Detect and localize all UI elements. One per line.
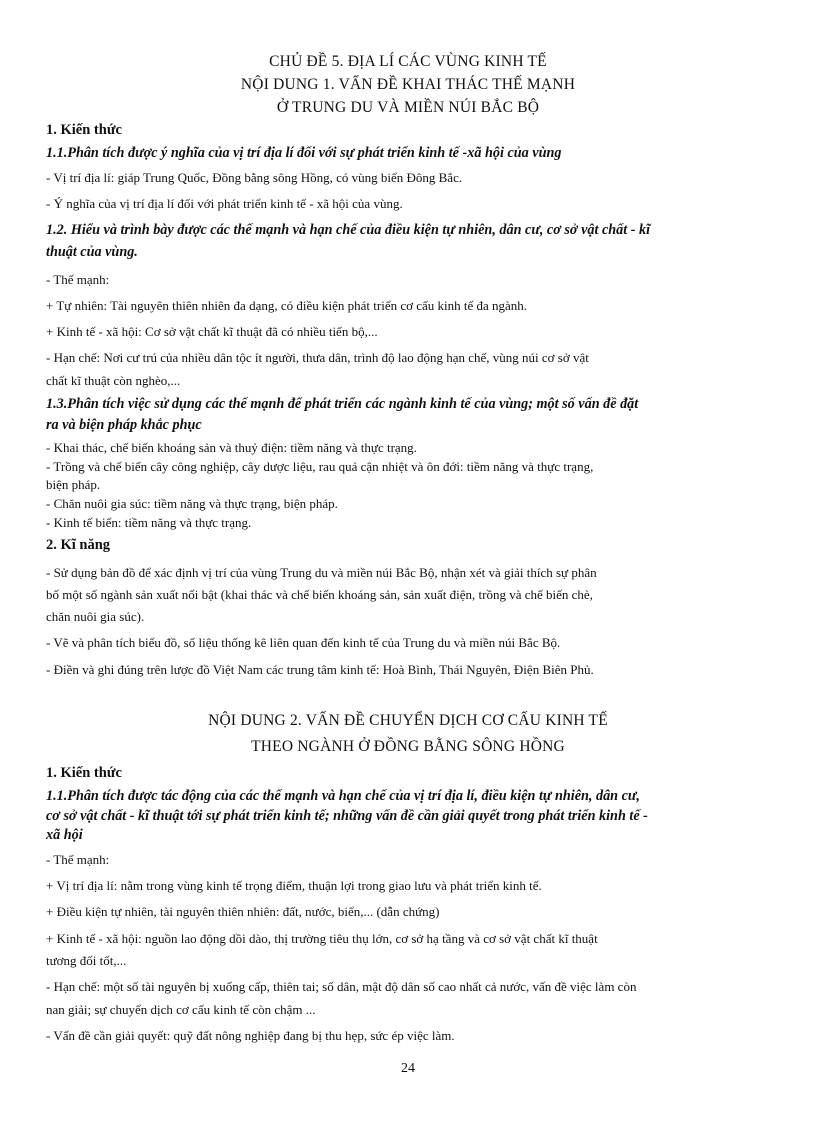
paragraph-cont: chất kĩ thuật còn nghèo,... (46, 373, 181, 388)
subheading-2-1-1-cont: cơ sở vật chất - kĩ thuật tới sự phát triển kinh tế; những vấn đề cần giải quyết trong phát triển kinh tế - (46, 808, 648, 824)
paragraph: - Thế mạnh: (46, 852, 110, 867)
paragraph-cont: bố một số ngành sản xuất nổi bật (khai thác và chế biến khoáng sản, sản xuất điện, trồng và chế biến chè, (46, 587, 593, 602)
paragraph: - Ý nghĩa của vị trí địa lí đối với phát triển kinh tế - xã hội của vùng. (46, 196, 403, 211)
content-1-subtitle: Ở TRUNG DU VÀ MIỀN NÚI BẮC BỘ (276, 99, 540, 116)
paragraph: - Vấn đề cần giải quyết: quỹ đất nông nghiệp đang bị thu hẹp, sức ép việc làm. (46, 1028, 455, 1043)
paragraph: + Vị trí địa lí: nằm trong vùng kinh tế trọng điểm, thuận lợi trong giao lưu và phát triển kinh tế. (46, 878, 542, 893)
paragraph-cont: nan giải; sự chuyển dịch cơ cấu kinh tế còn chậm ... (46, 1002, 316, 1017)
paragraph: - Hạn chế: Nơi cư trú của nhiều dân tộc ít người, thưa dân, trình độ lao động hạn chế, vùng núi cơ sở vật (46, 350, 589, 365)
paragraph: + Kinh tế - xã hội: nguồn lao động dồi dào, thị trường tiêu thụ lớn, cơ sở hạ tầng và cơ sở vật chất kĩ thuật (46, 931, 598, 946)
subheading-1-1: 1.1.Phân tích được ý nghĩa của vị trí địa lí đối với sự phát triển kinh tế -xã hội của vùng (46, 145, 562, 161)
subheading-2-1-1-cont: xã hội (46, 827, 83, 843)
subheading-1-2: 1.2. Hiểu và trình bày được các thế mạnh và hạn chế của điều kiện tự nhiên, dân cư, cơ sở vật chất - kĩ (46, 222, 651, 238)
paragraph-cont: biện pháp. (46, 477, 101, 492)
heading-knowledge: 1. Kiến thức (46, 765, 122, 781)
subheading-1-2-cont: thuật của vùng. (46, 244, 138, 260)
paragraph: - Kinh tế biển: tiềm năng và thực trạng. (46, 515, 252, 530)
subheading-2-1-1: 1.1.Phân tích được tác động của các thế mạnh và hạn chế của vị trí địa lí, điều kiện tự nhiên, dân cư, (46, 788, 640, 804)
paragraph: + Điều kiện tự nhiên, tài nguyên thiên nhiên: đất, nước, biển,... (dẫn chứng) (46, 904, 440, 919)
paragraph: - Thế mạnh: (46, 272, 110, 287)
paragraph: - Vị trí địa lí: giáp Trung Quốc, Đồng bằng sông Hồng, có vùng biển Đông Bắc. (46, 170, 463, 185)
content-2-title: NỘI DUNG 2. VẤN ĐỀ CHUYỂN DỊCH CƠ CẤU KINH TẾ (208, 712, 608, 729)
paragraph: - Vẽ và phân tích biểu đồ, số liệu thống kê liên quan đến kinh tế của Trung du và miền núi Bắc Bộ. (46, 635, 561, 650)
paragraph: - Điền và ghi đúng trên lược đồ Việt Nam các trung tâm kinh tế: Hoà Bình, Thái Nguyên, Điện Biên Phủ. (46, 662, 594, 677)
page-number: 24 (401, 1061, 415, 1076)
paragraph: - Khai thác, chế biến khoáng sản và thuỷ điện: tiềm năng và thực trạng. (46, 440, 417, 455)
paragraph-cont: chăn nuôi gia súc). (46, 609, 145, 624)
heading-skills: 2. Kĩ năng (46, 537, 111, 553)
subheading-1-3-cont: ra và biện pháp khắc phục (46, 417, 202, 433)
content-1-title: NỘI DUNG 1. VẤN ĐỀ KHAI THÁC THẾ MẠNH (240, 76, 576, 93)
paragraph-cont: tương đối tốt,... (46, 953, 127, 968)
content-2-subtitle: THEO NGÀNH Ở ĐỒNG BẰNG SÔNG HỒNG (251, 738, 565, 755)
paragraph: - Hạn chế: một số tài nguyên bị xuống cấp, thiên tai; số dân, mật độ dân số cao nhất cả nước, vấn đề việc làm còn (46, 979, 637, 994)
topic-title: CHỦ ĐỀ 5. ĐỊA LÍ CÁC VÙNG KINH TẾ (269, 53, 547, 70)
paragraph: + Kinh tế - xã hội: Cơ sở vật chất kĩ thuật đã có nhiều tiến bộ,... (46, 324, 378, 339)
paragraph: - Trồng và chế biến cây công nghiệp, cây dược liệu, rau quả cận nhiệt và ôn đới: tiềm năng và thực trạng, (46, 459, 594, 474)
subheading-1-3: 1.3.Phân tích việc sử dụng các thế mạnh để phát triển các ngành kinh tế của vùng; một số vấn đề đặt (46, 396, 639, 412)
paragraph: - Chăn nuôi gia súc: tiềm năng và thực trạng, biện pháp. (46, 496, 338, 511)
paragraph: - Sử dụng bản đồ để xác định vị trí của vùng Trung du và miền núi Bắc Bộ, nhận xét và giải thích sự phân (46, 565, 597, 580)
heading-knowledge: 1. Kiến thức (46, 122, 122, 138)
paragraph: + Tự nhiên: Tài nguyên thiên nhiên đa dạng, có điều kiện phát triển cơ cấu kinh tế đa ngành. (46, 298, 528, 313)
